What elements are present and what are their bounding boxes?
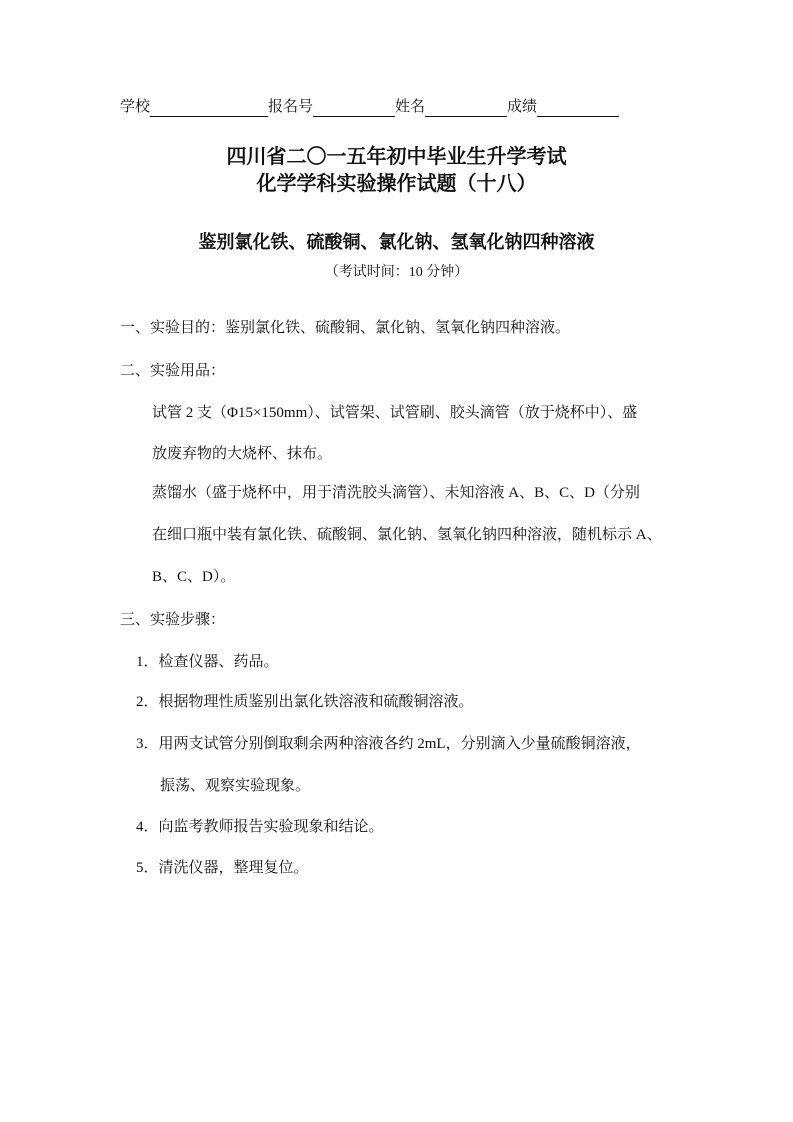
- step-item-continuation: 振荡、观察实验现象。: [160, 778, 311, 794]
- school-label: 学校: [120, 99, 151, 115]
- exam-number-label: 报名号: [268, 99, 314, 115]
- title-line-1: 四川省二〇一五年初中毕业生升学考试: [226, 144, 567, 168]
- title-line-2: 化学学科实验操作试题（十八）: [256, 171, 537, 195]
- section-purpose: 一、实验目的：鉴别氯化铁、硫酸铜、氯化钠、氢氧化钠四种溶液。: [120, 320, 571, 336]
- step-item: 4．向监考教师报告实验现象和结论。: [136, 819, 384, 835]
- score-blank: [537, 100, 619, 117]
- materials-line: 放废弃物的大烧杯、抹布。: [152, 446, 333, 462]
- name-label: 姓名: [395, 99, 426, 115]
- section-steps-heading: 三、实验步骤：: [120, 612, 226, 628]
- materials-line: 在细口瓶中装有氯化铁、硫酸铜、氯化钠、氢氧化钠四种溶液，随机标示 A、: [152, 527, 662, 543]
- materials-line: 蒸馏水（盛于烧杯中，用于清洗胶头滴管）、未知溶液 A、B、C、D（分别: [152, 485, 640, 501]
- materials-line: B、C、D）。: [152, 569, 236, 585]
- step-item: 5．清洗仪器，整理复位。: [136, 860, 309, 876]
- step-item: 2．根据物理性质鉴别出氯化铁溶液和硫酸铜溶液。: [136, 694, 474, 710]
- step-item: 3．用两支试管分别倒取剩余两种溶液各约 2mL，分别滴入少量硫酸铜溶液，: [136, 736, 641, 752]
- section-materials-heading: 二、实验用品：: [120, 363, 226, 379]
- step-item: 1．检查仪器、药品。: [136, 654, 279, 670]
- experiment-subtitle: 鉴别氯化铁、硫酸铜、氯化钠、氢氧化钠四种溶液: [198, 232, 595, 253]
- school-blank: [150, 100, 268, 117]
- exam-number-blank: [313, 100, 395, 117]
- materials-line: 试管 2 支（Φ15×150mm）、试管架、试管刷、胶头滴管（放于烧杯中）、盛: [152, 405, 638, 421]
- candidate-info-header: [120, 97, 619, 117]
- name-blank: [425, 100, 507, 117]
- exam-time: （考试时间：10 分钟）: [324, 265, 469, 280]
- score-label: 成绩: [507, 99, 538, 115]
